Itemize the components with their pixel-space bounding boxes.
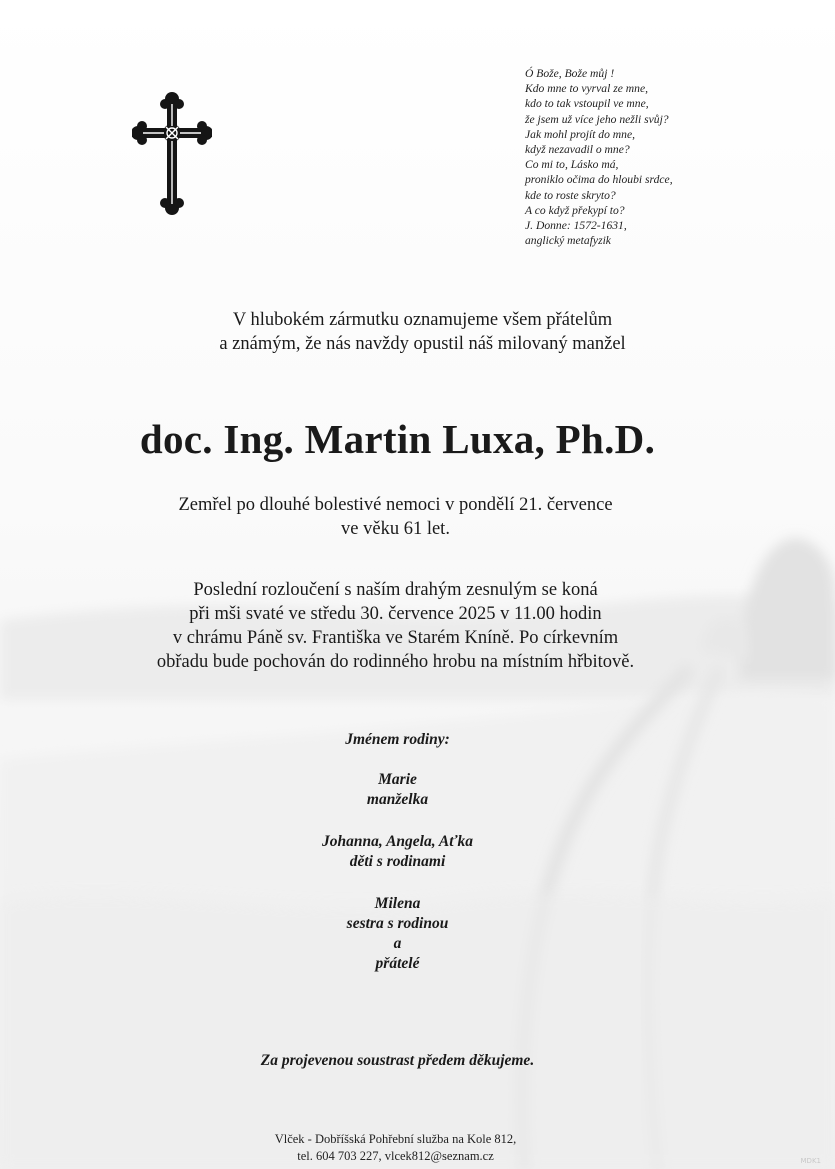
family-group xyxy=(0,894,815,974)
family-group xyxy=(0,770,815,810)
poem-line: A co když překypí to? xyxy=(525,203,625,217)
family-conjunction: a xyxy=(393,935,402,952)
orthodox-cross-icon xyxy=(132,92,212,216)
poem-line: Kdo mne to vyrval ze mne, xyxy=(525,82,648,96)
family-relation: manželka xyxy=(366,791,429,808)
intro-line: V hlubokém zármutku oznamujeme všem přátelům xyxy=(232,310,613,330)
watermark: MDK1 xyxy=(800,1157,821,1165)
funeral-service-footer xyxy=(0,1131,813,1165)
deceased-name: doc. Ing. Martin Luxa, Ph.D. xyxy=(139,416,656,462)
poem-line: když nezavadil o mne? xyxy=(525,143,630,157)
family-relation: děti s rodinami xyxy=(349,853,446,870)
family-member: Marie xyxy=(378,771,417,788)
family-heading: Jménem rodiny: xyxy=(345,731,450,748)
funeral-line: obřadu bude pochován do rodinného hrobu na místním hřbitově. xyxy=(156,652,635,672)
death-details xyxy=(0,493,813,541)
funeral-line: při mši svaté ve středu 30. července 2025 v 11.00 hodin xyxy=(189,604,602,624)
funeral-line: v chrámu Páně sv. Františka ve Starém Kníně. Po církevním xyxy=(172,628,619,648)
family-member: Johanna, Angela, Aťka xyxy=(322,833,473,850)
funeral-details xyxy=(0,578,813,674)
family-relation: sestra s rodinou xyxy=(346,915,449,932)
poem-line: Ó Bože, Bože můj ! xyxy=(525,67,615,80)
family-member: Milena xyxy=(374,895,421,912)
funeral-line: Poslední rozloučení s naším drahým zesnulým se koná xyxy=(193,580,598,600)
announcement-intro xyxy=(0,308,835,356)
poem-line: Jak mohl projít do mne, xyxy=(525,127,636,141)
footer-contact: tel. 604 703 227, vlcek812@seznam.cz xyxy=(297,1149,494,1163)
death-line: Zemřel po dlouhé bolestivé nemoci v pondělí 21. července xyxy=(178,495,613,515)
poem-line: že jsem už více jeho nežli svůj? xyxy=(525,112,669,126)
family-section xyxy=(0,730,815,996)
poem-author: J. Donne: 1572-1631, xyxy=(525,219,627,233)
intro-line: a známým, že nás navždy opustil náš milovaný manžel xyxy=(219,334,626,354)
poem-line: Co mi to, Lásko má, xyxy=(525,158,619,172)
footer-line: Vlček - Dobříšská Pohřební služba na Kole 812, xyxy=(274,1132,517,1146)
poem-author-note: anglický metafyzik xyxy=(525,234,611,248)
poem xyxy=(525,66,785,248)
family-group xyxy=(0,832,815,872)
poem-line: kdo to tak vstoupil ve mne, xyxy=(525,97,649,111)
poem-line: proniklo očima do hloubi srdce, xyxy=(525,173,673,187)
thanks-note: Za projevenou soustrast předem děkujeme. xyxy=(260,1052,535,1069)
death-line: ve věku 61 let. xyxy=(341,519,450,539)
family-friends: přátelé xyxy=(375,955,420,972)
poem-line: kde to roste skryto? xyxy=(525,188,616,202)
